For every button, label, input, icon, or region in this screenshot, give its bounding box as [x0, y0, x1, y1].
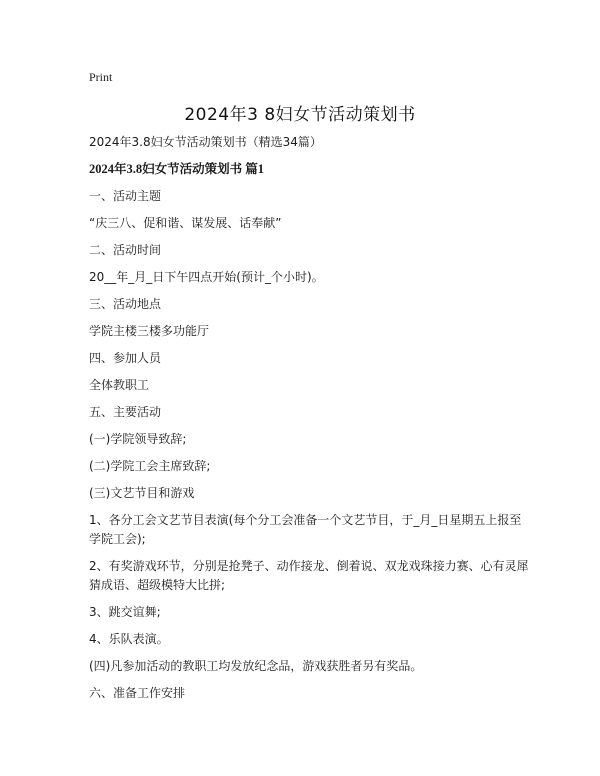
- paragraph: (四)凡参加活动的教职工均发放纪念品，游戏获胜者另有奖品。: [89, 659, 423, 673]
- paragraph: (二)学院工会主席致辞;: [89, 459, 211, 473]
- paragraph: 3、跳交谊舞;: [89, 605, 161, 619]
- paragraph: 4、乐队表演。: [89, 632, 169, 646]
- paragraph: 全体教职工: [89, 378, 150, 392]
- document-title: 2024年3 8妇女节活动策划书: [184, 105, 416, 125]
- paragraph: 五、主要活动: [89, 405, 162, 419]
- document-body: [89, 133, 529, 711]
- print-link[interactable]: Print: [89, 70, 113, 84]
- paragraph: 20__年_月_日下午四点开始(预计_个小时)。: [89, 270, 324, 284]
- paragraph: 学院主楼三楼多功能厅: [89, 324, 210, 338]
- paragraph: 二、活动时间: [89, 243, 162, 257]
- paragraph: 2、有奖游戏环节，分别是抢凳子、动作接龙、倒着说、双龙戏珠接力赛、心有灵犀猜成语、超级模特大比拼;: [89, 559, 529, 592]
- paragraph: 2024年3.8妇女节活动策划书（精选34篇）: [89, 135, 322, 149]
- paragraph: 1、各分工会文艺节目表演(每个分工会准备一个文艺节目，于_月_日星期五上报至学院工会);: [89, 513, 522, 546]
- paragraph: 一、活动主题: [89, 189, 162, 203]
- section-heading: 2024年3.8妇女节活动策划书 篇1: [89, 162, 265, 176]
- paragraph: (一)学院领导致辞;: [89, 432, 187, 446]
- paragraph: 三、活动地点: [89, 297, 162, 311]
- paragraph: 四、参加人员: [89, 351, 162, 365]
- paragraph: 六、准备工作安排: [89, 686, 186, 700]
- paragraph: (三)文艺节目和游戏: [89, 486, 195, 500]
- paragraph: “庆三八、促和谐、谋发展、话奉献”: [89, 216, 282, 230]
